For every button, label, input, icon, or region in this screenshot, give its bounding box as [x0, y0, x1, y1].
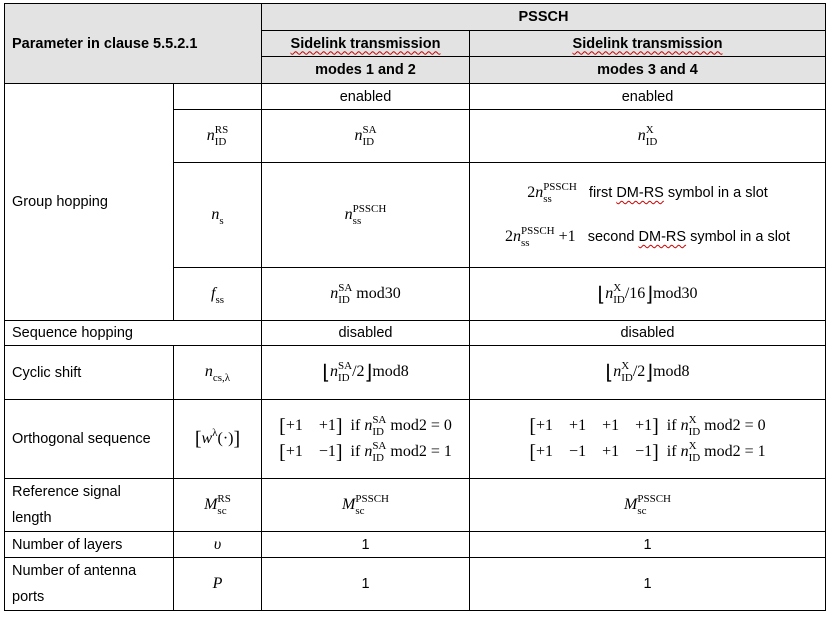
number-of-layers-m34: 1: [470, 532, 826, 558]
orth-m12-row1: [+1 +1] if n SA ID mod2 = 0: [279, 413, 452, 438]
symbol-fss: f ss: [174, 268, 262, 321]
header-modes-1-2-line2: modes 1 and 2: [262, 57, 470, 84]
reference-signal-length-label: Reference signal length: [5, 479, 174, 532]
orth-m34-row1: [+1 +1 +1 +1] if n X ID mod2 = 0: [529, 413, 766, 438]
symbol-p: P: [174, 558, 262, 611]
reference-signal-length-m12: M PSSCH sc: [262, 479, 470, 532]
ns-value-m12: n PSSCH ss: [262, 163, 470, 268]
symbol-ncs: n cs,λ: [174, 346, 262, 400]
cyclic-shift-m12: ⌊n SA ID /2⌋mod8: [262, 346, 470, 400]
group-hopping-enabled-m12: enabled: [262, 84, 470, 110]
header-modes-3-4-line1: Sidelink transmission: [470, 31, 826, 57]
number-of-layers-label: Number of layers: [5, 532, 174, 558]
sequence-hopping-m34: disabled: [470, 321, 826, 346]
group-hopping-enabled-m34: enabled: [470, 84, 826, 110]
number-of-layers-m12: 1: [262, 532, 470, 558]
symbol-msc-rs: M RS sc: [174, 479, 262, 532]
ns-first-symbol: 2n PSSCH ss first DM-RS symbol in a slot: [527, 180, 768, 205]
header-modes-1-2-line1: Sidelink transmission: [262, 31, 470, 57]
fss-value-m12: n SA ID mod30: [262, 268, 470, 321]
sequence-hopping-label: Sequence hopping: [5, 321, 262, 346]
ns-second-symbol: 2n PSSCH ss +1 second DM-RS symbol in a slot: [504, 224, 791, 249]
symbol-ns: n s: [174, 163, 262, 268]
parameter-table: [4, 3, 826, 611]
header-modes-3-4-line2: modes 3 and 4: [470, 57, 826, 84]
symbol-upsilon: υ: [174, 532, 262, 558]
group-hopping-symbol-empty: [174, 84, 262, 110]
orth-m12-row2: [+1 −1] if n SA ID mod2 = 1: [279, 439, 452, 464]
symbol-nid-rs: n RS ID: [174, 110, 262, 163]
header-parameter: Parameter in clause 5.5.2.1: [5, 4, 262, 84]
fss-value-m34: ⌊n X ID /16⌋mod30: [470, 268, 826, 321]
nid-value-m12: n SA ID: [262, 110, 470, 163]
header-pssch: PSSCH: [262, 4, 826, 31]
orthogonal-sequence-m34: [470, 400, 826, 479]
ns-value-m34: [470, 163, 826, 268]
number-of-antenna-ports-m12: 1: [262, 558, 470, 611]
orthogonal-sequence-m12: [262, 400, 470, 479]
cyclic-shift-m34: ⌊n X ID /2⌋mod8: [470, 346, 826, 400]
number-of-antenna-ports-m34: 1: [470, 558, 826, 611]
orth-m34-row2: [+1 −1 +1 −1] if n X ID mod2 = 1: [529, 439, 766, 464]
cyclic-shift-label: Cyclic shift: [5, 346, 174, 400]
symbol-w-lambda: [w λ (·)]: [174, 400, 262, 479]
orthogonal-sequence-label: Orthogonal sequence: [5, 400, 174, 479]
number-of-antenna-ports-label: Number of antenna ports: [5, 558, 174, 611]
nid-value-m34: n X ID: [470, 110, 826, 163]
parameter-table-page: [4, 3, 826, 611]
group-hopping-label: Group hopping: [5, 84, 174, 321]
reference-signal-length-m34: M PSSCH sc: [470, 479, 826, 532]
sequence-hopping-m12: disabled: [262, 321, 470, 346]
